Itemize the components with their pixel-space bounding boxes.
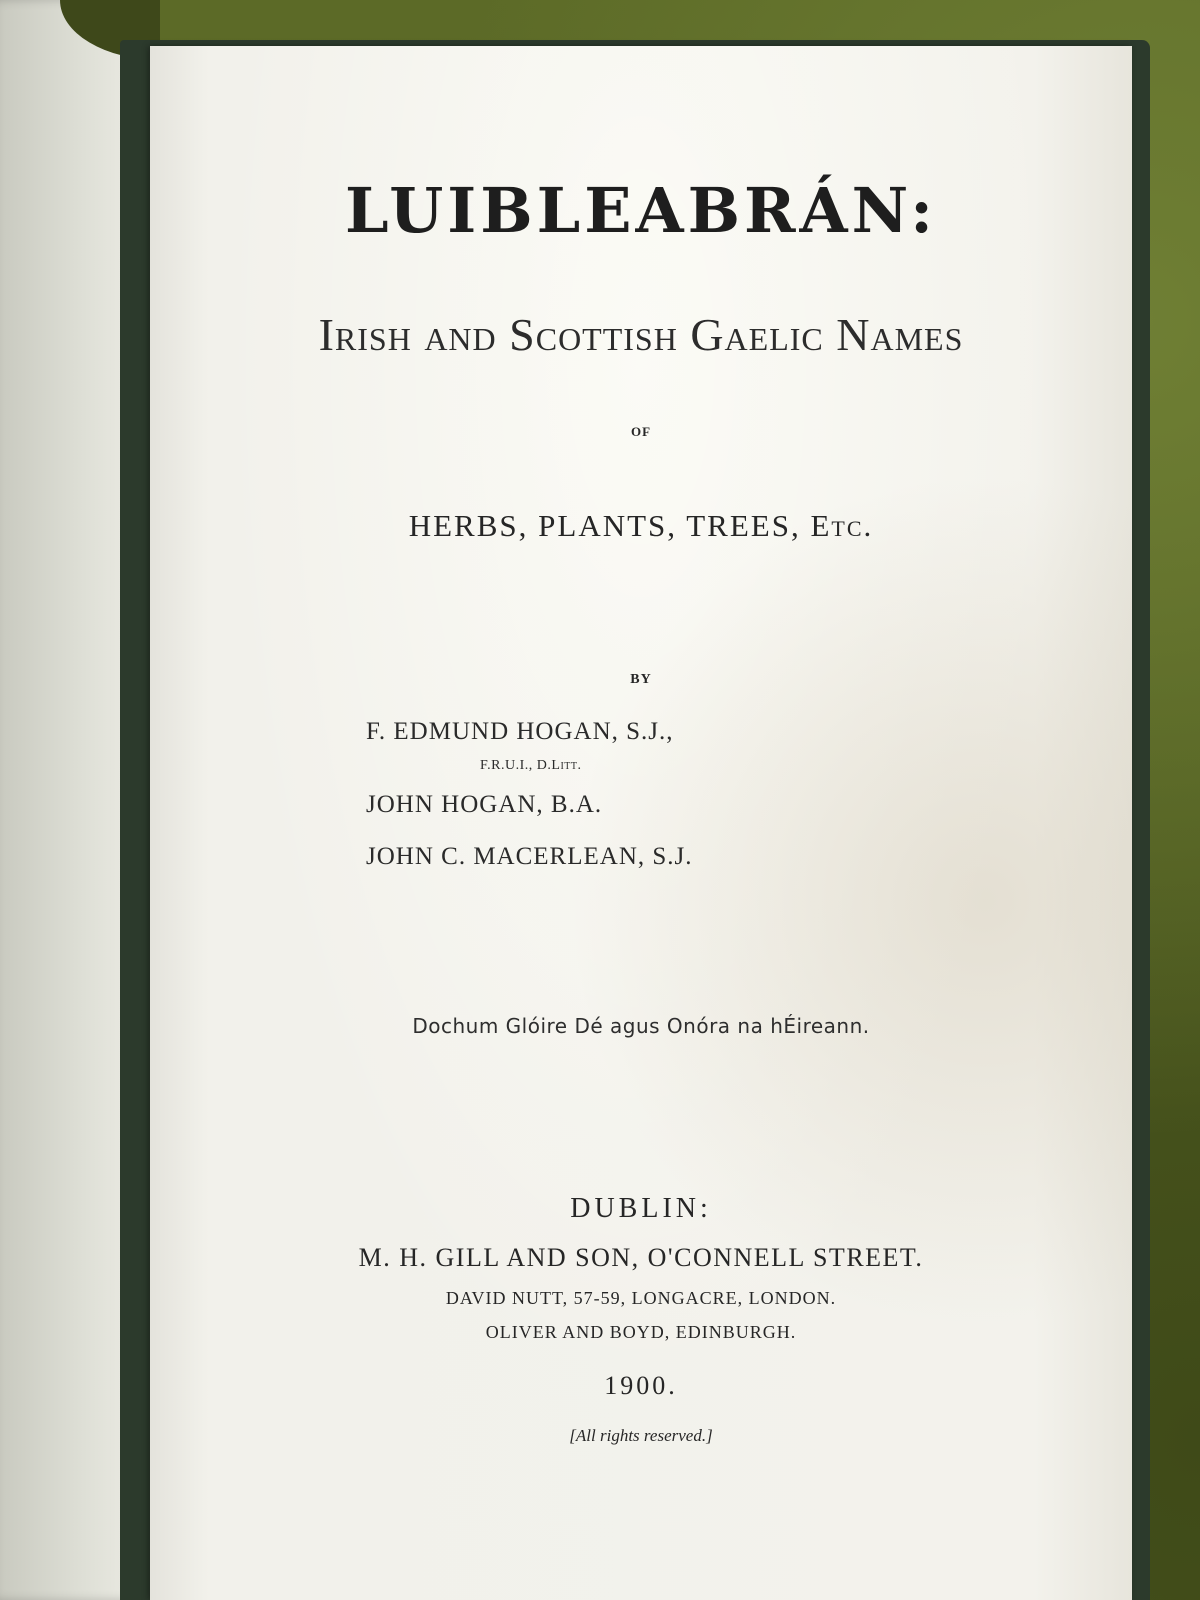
gaelic-motto: Dochum Glóire Dé agus Onóra na hÉireann. [412,1014,870,1038]
title-page [150,46,1132,1600]
imprint-publisher: M. H. GILL AND SON, O'CONNELL STREET. [358,1243,924,1272]
imprint-edinburgh: OLIVER AND BOYD, EDINBURGH. [485,1322,797,1342]
subject-line: HERBS, PLANTS, TREES, Etc. [408,508,874,543]
publication-year: 1900. [604,1371,678,1400]
imprint-city: DUBLIN: [570,1193,712,1224]
rights-notice: [All rights reserved.] [569,1426,713,1445]
author-john-macerlean: JOHN C. MACERLEAN, S.J. [366,843,693,870]
of-word: OF [630,424,652,439]
author-john-hogan: JOHN HOGAN, B.A. [366,791,603,818]
imprint-london: DAVID NUTT, 57-59, LONGACRE, LONDON. [445,1288,837,1308]
by-word: BY [630,672,652,687]
author-edmund-hogan: F. EDMUND HOGAN, S.J., [366,718,674,745]
subtitle: Irish and Scottish Gaelic Names [318,309,964,360]
author-credentials: F.R.U.I., D.Litt. [480,758,582,773]
gaelic-title: LUIBLEABRÁN: [344,174,937,247]
